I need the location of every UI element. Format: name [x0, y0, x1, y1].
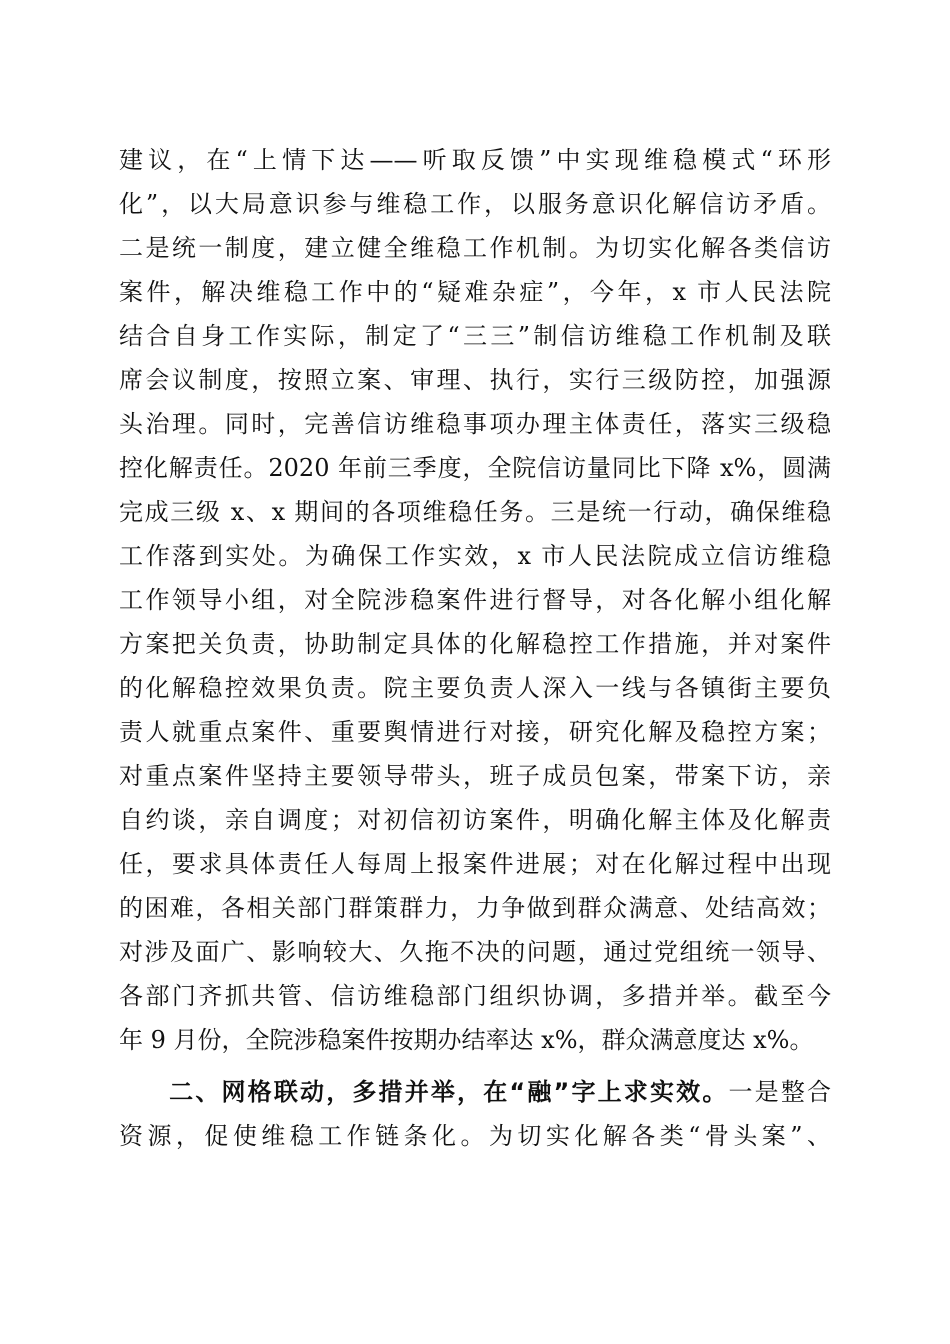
text-line: 席会议制度，按照立案、审理、执行，实行三级防控，加强源 — [119, 366, 831, 394]
text-line: 工作领导小组，对全院涉稳案件进行督导，对各化解小组化解 — [119, 586, 831, 614]
text-line: 的困难，各相关部门群策群力，力争做到群众满意、处结高效； — [119, 894, 831, 922]
body-text — [119, 138, 831, 1158]
text-line: 化”，以大局意识参与维稳工作，以服务意识化解信访矛盾。 — [119, 190, 831, 218]
text-line: 完成三级 x、x 期间的各项维稳任务。三是统一行动，确保维稳 — [119, 498, 831, 526]
text-line: 控化解责任。2020 年前三季度，全院信访量同比下降 x%，圆满 — [119, 454, 831, 482]
text-line: 对重点案件坚持主要领导带头，班子成员包案，带案下访，亲 — [119, 762, 831, 790]
text-line: 责人就重点案件、重要舆情进行对接，研究化解及稳控方案； — [119, 718, 831, 746]
text-line: 资源，促使维稳工作链条化。为切实化解各类“骨头案”、 — [119, 1122, 831, 1150]
section-heading-line — [119, 1070, 831, 1114]
text-line: 任，要求具体责任人每周上报案件进展；对在化解过程中出现 — [119, 850, 831, 878]
text-line: 建议，在“上情下达——听取反馈”中实现维稳模式“环形 — [119, 146, 831, 174]
text-line: 对涉及面广、影响较大、久拖不决的问题，通过党组统一领导、 — [119, 938, 831, 966]
text-line: 头治理。同时，完善信访维稳事项办理主体责任，落实三级稳 — [119, 410, 831, 438]
heading-line-rest: 一是整合 — [728, 1078, 832, 1106]
section-heading: 二、网格联动，多措并举，在“融”字上求实效。 — [167, 1078, 729, 1106]
text-line: 工作落到实处。为确保工作实效，x 市人民法院成立信访维稳 — [119, 542, 831, 570]
text-line: 自约谈，亲自调度；对初信初访案件，明确化解主体及化解责 — [119, 806, 831, 834]
text-line: 的化解稳控效果负责。院主要负责人深入一线与各镇街主要负 — [119, 674, 831, 702]
text-line: 结合自身工作实际，制定了“三三”制信访维稳工作机制及联 — [119, 322, 831, 350]
text-line: 案件，解决维稳工作中的“疑难杂症”，今年，x 市人民法院 — [119, 278, 831, 306]
text-line: 方案把关负责，协助制定具体的化解稳控工作措施，并对案件 — [119, 630, 831, 658]
text-line: 二是统一制度，建立健全维稳工作机制。为切实化解各类信访 — [119, 234, 831, 262]
text-line: 年 9 月份，全院涉稳案件按期办结率达 x%，群众满意度达 x%。 — [119, 1026, 814, 1054]
text-line: 各部门齐抓共管、信访维稳部门组织协调，多措并举。截至今 — [119, 982, 831, 1010]
